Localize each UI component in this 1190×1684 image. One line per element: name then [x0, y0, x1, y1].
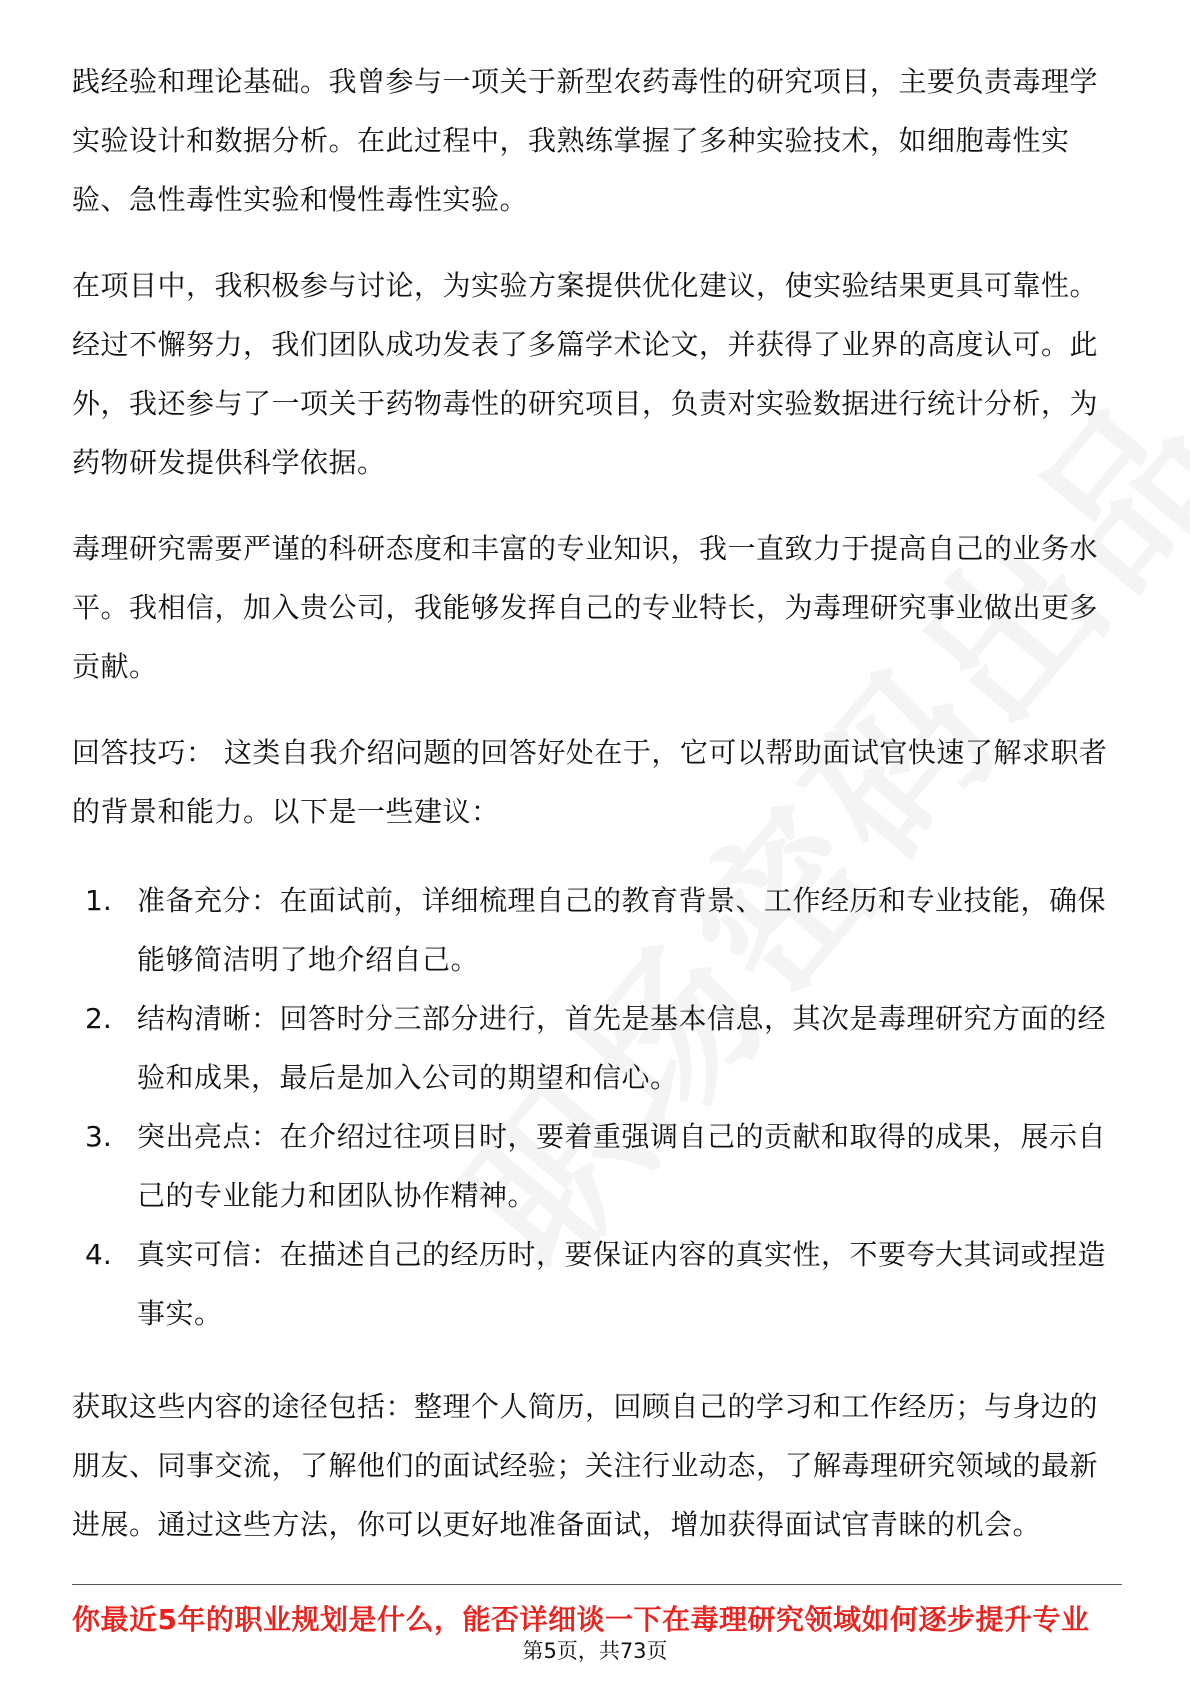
list-item-number: 2. — [85, 1002, 112, 1035]
document-body — [72, 52, 1122, 1581]
list-item-text: 真实可信：在描述自己的经历时，要保证内容的真实性，不要夸大其词或捏造事实。 — [137, 1238, 1107, 1330]
tips-list — [72, 871, 1122, 1343]
page-number: 第5页，共73页 — [522, 1639, 668, 1663]
paragraph-commitment: 毒理研究需要严谨的科研态度和丰富的专业知识，我一直致力于提高自己的业务水平。我相信，加入贵公司，我能够发挥自己的专业特长，为毒理研究事业做出更多贡献。 — [72, 532, 1099, 683]
list-item-number: 3. — [85, 1120, 112, 1153]
paragraph-experience: 践经验和理论基础。我曾参与一项关于新型农药毒性的研究项目，主要负责毒理学实验设计和数据分析。在此过程中，我熟练掌握了多种实验技术，如细胞毒性实验、急性毒性实验和慢性毒性实验。 — [72, 65, 1099, 216]
section-divider — [72, 1584, 1122, 1585]
list-item-text: 结构清晰：回答时分三部分进行，首先是基本信息，其次是毒理研究方面的经验和成果，最后是加入公司的期望和信心。 — [137, 1002, 1107, 1094]
list-item — [72, 871, 1122, 989]
list-item-number: 1. — [85, 884, 112, 917]
paragraph-closing: 获取这些内容的途径包括：整理个人简历，回顾自己的学习和工作经历；与身边的朋友、同事交流，了解他们的面试经验；关注行业动态，了解毒理研究领域的最新进展。通过这些方法，你可以更好地准备面试，增加获得面试官青睐的机会。 — [72, 1390, 1099, 1541]
paragraph-project: 在项目中，我积极参与讨论，为实验方案提供优化建议，使实验结果更具可靠性。经过不懈努力，我们团队成功发表了多篇学术论文，并获得了业界的高度认可。此外，我还参与了一项关于药物毒性的研究项目，负责对实验数据进行统计分析，为药物研发提供科学依据。 — [72, 269, 1099, 479]
list-item-number: 4. — [85, 1238, 112, 1271]
list-item — [72, 1107, 1122, 1225]
paragraph-answer-tips: 回答技巧： 这类自我介绍问题的回答好处在于，它可以帮助面试官快速了解求职者的背景和能力。以下是一些建议： — [72, 736, 1108, 828]
list-item — [72, 989, 1122, 1107]
next-question-heading: 你最近5年的职业规划是什么，能否详细谈一下在毒理研究领域如何逐步提升专业 — [72, 1603, 1090, 1636]
list-item — [72, 1225, 1122, 1343]
list-item-text: 准备充分：在面试前，详细梳理自己的教育背景、工作经历和专业技能，确保能够简洁明了地介绍自己。 — [137, 884, 1107, 976]
list-item-text: 突出亮点：在介绍过往项目时，要着重强调自己的贡献和取得的成果，展示自己的专业能力和团队协作精神。 — [137, 1120, 1107, 1212]
